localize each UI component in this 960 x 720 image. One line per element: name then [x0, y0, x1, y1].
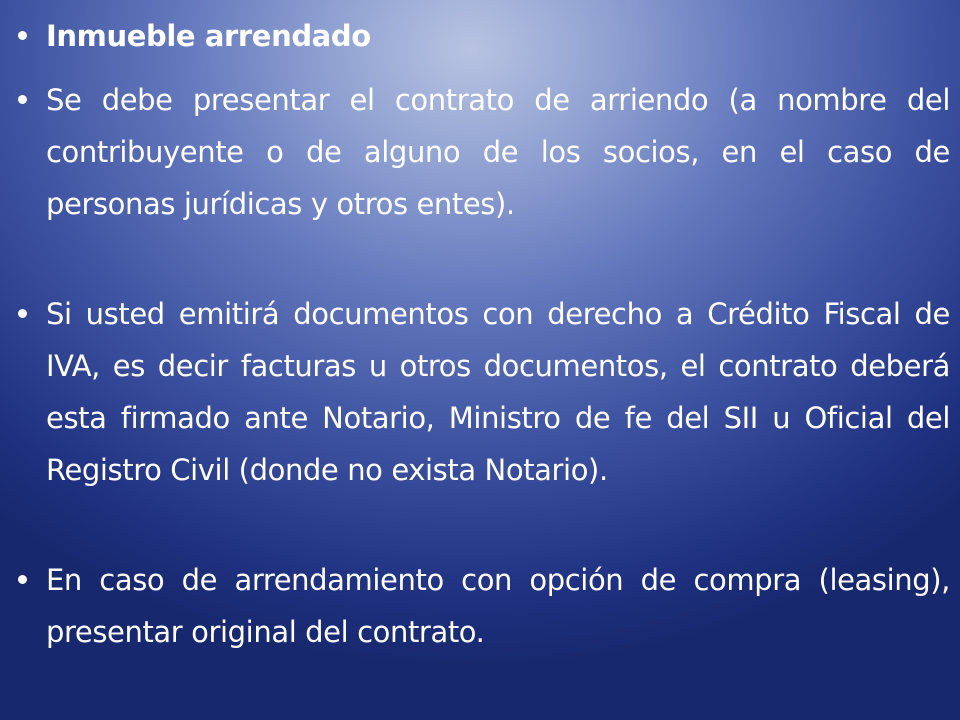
- bullet-lease-contract: [46, 74, 950, 230]
- bullet-leasing-text: En caso de arrendamiento con opción de compra (leasing), presentar original del contrato.: [46, 563, 950, 649]
- bullet-heading-text: Inmueble arrendado: [46, 19, 371, 53]
- bullet-dot-icon: [18, 575, 27, 584]
- bullet-iva-credit: [46, 288, 950, 496]
- bullet-leasing: [46, 554, 950, 658]
- bullet-lease-contract-text: Se debe presentar el contrato de arriendo (a nombre del contribuyente o de alguno de los socios, en el caso de personas jurídicas y otros entes).: [46, 83, 950, 221]
- bullet-dot-icon: [18, 31, 27, 40]
- bullet-heading: [46, 10, 950, 62]
- bullet-dot-icon: [18, 309, 27, 318]
- bullet-iva-credit-text: Si usted emitirá documentos con derecho a Crédito Fiscal de IVA, es decir facturas u otros documentos, el contrato deberá esta firmado ante Notario, Ministro de fe del SII u Oficial del Registro Civil (donde no exista Notario).: [46, 297, 950, 487]
- bullet-dot-icon: [18, 95, 27, 104]
